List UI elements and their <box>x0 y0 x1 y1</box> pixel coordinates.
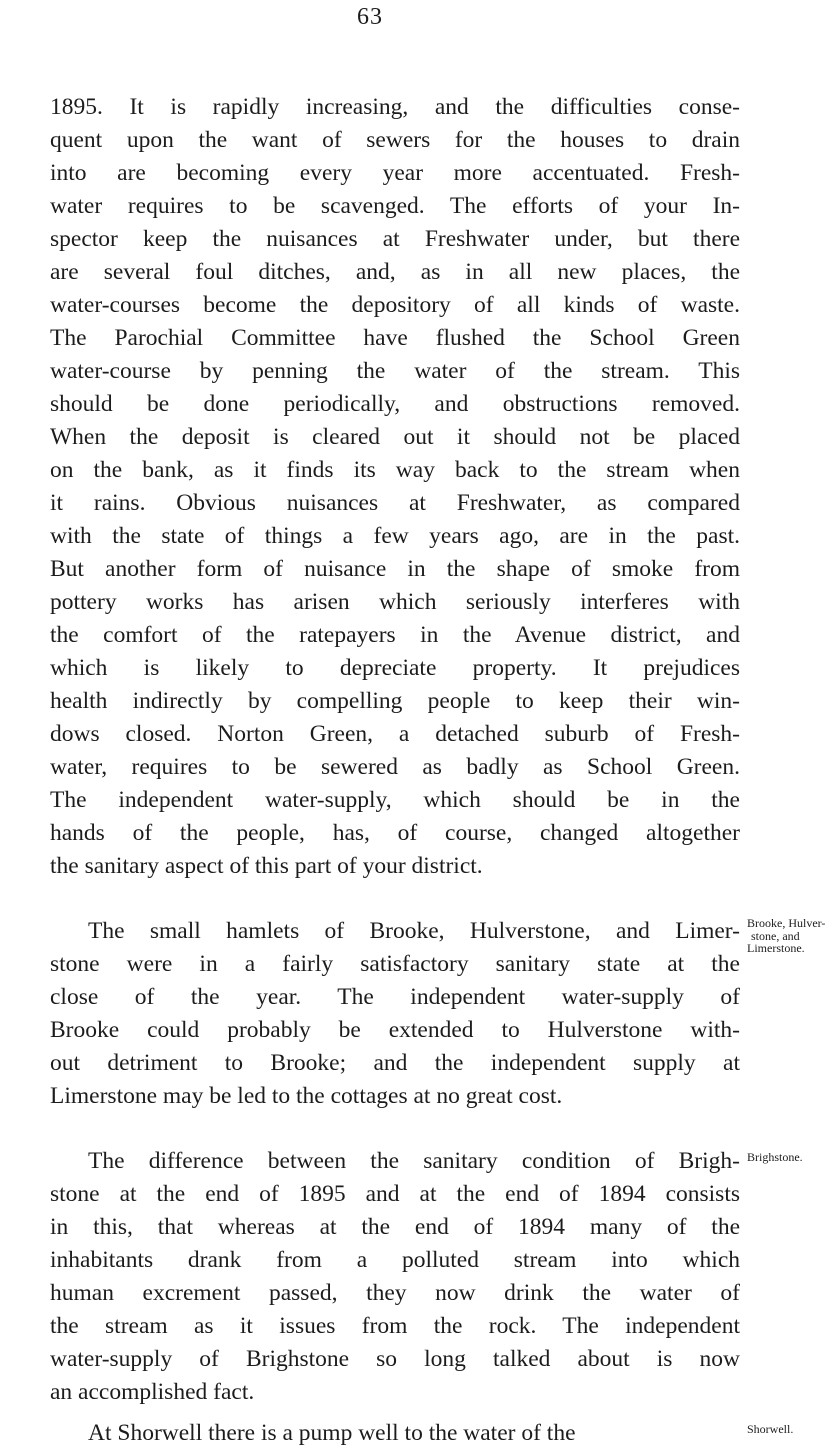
text-line: inhabitants drank from a polluted stream into which <box>50 1247 740 1273</box>
text-line: dows closed. Norton Green, a detached suburb of Fresh- <box>50 721 740 747</box>
text-line: into are becoming every year more accentuated. Fresh- <box>50 160 740 186</box>
page-number: 63 <box>357 4 383 30</box>
margin-note-line: Brooke, Hulver- <box>747 916 825 930</box>
text-line: hands of the people, has, of course, changed altogether <box>50 820 740 846</box>
text-line: The Parochial Committee have flushed the School Green <box>50 325 740 351</box>
margin-note-line: Limerstone. <box>747 941 805 955</box>
text-line: pottery works has arisen which seriously interferes with <box>50 589 740 615</box>
text-line: water-course by penning the water of the stream. This <box>50 358 740 384</box>
text-line: water-courses become the depository of all kinds of waste. <box>50 292 740 318</box>
text-line: When the deposit is cleared out it should not be placed <box>50 424 740 450</box>
text-line: stone were in a fairly satisfactory sanitary state at the <box>50 951 740 977</box>
text-line: health indirectly by compelling people to keep their win- <box>50 688 740 714</box>
text-line: But another form of nuisance in the shape of smoke from <box>50 556 740 582</box>
text-line: the comfort of the ratepayers in the Avenue district, and <box>50 622 740 648</box>
text-line: water requires to be scavenged. The efforts of your In- <box>50 193 740 219</box>
text-line: on the bank, as it finds its way back to the stream when <box>50 457 740 483</box>
text-line: The small hamlets of Brooke, Hulverstone, and Limer- <box>88 918 740 944</box>
margin-note-line: stone, and <box>751 928 800 943</box>
text-line: should be done periodically, and obstructions removed. <box>50 391 740 417</box>
text-line: close of the year. The independent water-supply of <box>50 984 740 1010</box>
text-line: 1895. It is rapidly increasing, and the difficulties conse- <box>50 94 740 120</box>
text-line: stone at the end of 1895 and at the end of 1894 consists <box>50 1181 740 1207</box>
text-line: the sanitary aspect of this part of your district. <box>50 853 483 879</box>
text-line: Limerstone may be led to the cottages at no great cost. <box>50 1083 563 1109</box>
text-line: which is likely to depreciate property. It prejudices <box>50 655 740 681</box>
text-line: water-supply of Brighstone so long talked about is now <box>50 1346 740 1372</box>
text-line: the stream as it issues from the rock. The independent <box>50 1313 740 1339</box>
text-line: water, requires to be sewered as badly as School Green. <box>50 754 740 780</box>
text-line: out detriment to Brooke; and the independent supply at <box>50 1050 740 1076</box>
text-line: quent upon the want of sewers for the houses to drain <box>50 127 740 153</box>
margin-note <box>747 1423 807 1436</box>
text-line: Brooke could probably be extended to Hulverstone with- <box>50 1017 740 1043</box>
text-line: in this, that whereas at the end of 1894 many of the <box>50 1214 740 1240</box>
margin-note-line: Shorwell. <box>747 1422 794 1436</box>
text-line: The independent water-supply, which should be in the <box>50 787 740 813</box>
text-line: are several foul ditches, and, as in all new places, the <box>50 259 740 285</box>
text-line: an accomplished fact. <box>50 1379 255 1405</box>
text-line: The difference between the sanitary condition of Brigh- <box>88 1148 740 1174</box>
text-line: At Shorwell there is a pump well to the water of the <box>88 1420 576 1446</box>
margin-note-line: Brighstone. <box>747 1150 803 1164</box>
text-line: spector keep the nuisances at Freshwater under, but there <box>50 226 740 252</box>
margin-note <box>747 1151 807 1164</box>
text-line: it rains. Obvious nuisances at Freshwater, as compared <box>50 490 740 516</box>
text-line: with the state of things a few years ago, are in the past. <box>50 523 740 549</box>
margin-note <box>747 916 825 955</box>
text-line: human excrement passed, they now drink the water of <box>50 1280 740 1306</box>
